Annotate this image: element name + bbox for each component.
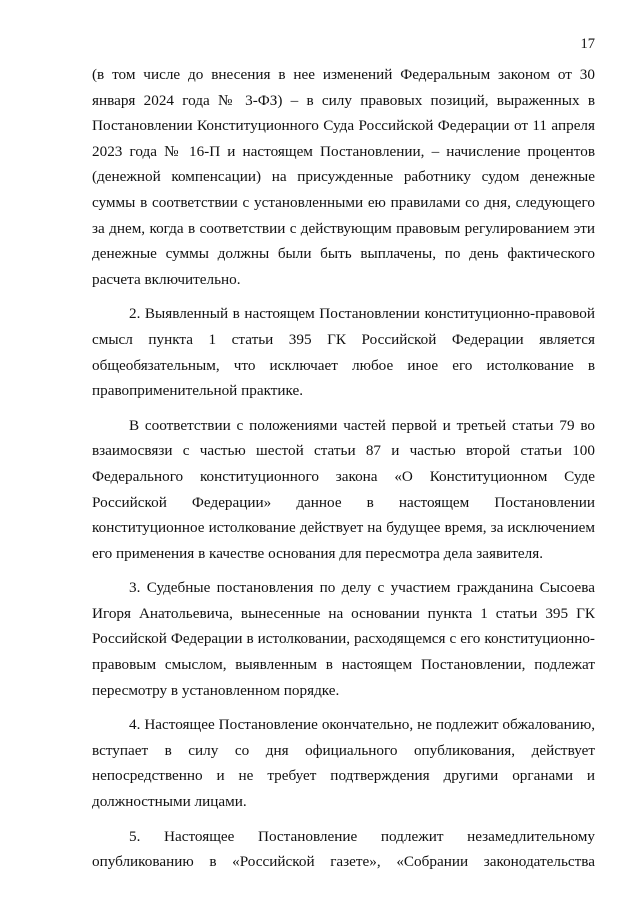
paragraph-continuation: (в том числе до внесения в нее изменений Федеральным законом от 30 января 2024 года № 3-ФЗ) – в силу правовых позиций, выраженных в Постановлении Конституционного Суда Российской Федерации от 11 апреля 2023 года № 16-П и настоящем Постановлении, – начисление процентов (денежной компенсации) на присужденные работнику судом денежные суммы в соответствии с установленными ею правилами со дня, следующего за днем, когда в соответствии с действующим правовым регулированием эти денежные суммы должны были быть выплачены, по день фактического расчета включительно. — [92, 66, 595, 288]
paragraph-item-2-addendum: В соответствии с положениями частей первой и третьей статьи 79 во взаимосвязи с частью шестой статьи 87 и частью второй статьи 100 Федерального конституционного закона «О Конституционном Суде Российской Федерации» данное в настоящем Постановлении конституционное истолкование действует на будущее время, за исключением его применения в качестве основания для пересмотра дела заявителя. — [92, 416, 595, 562]
paragraph-item-4: 4. Настоящее Постановление окончательно, не подлежит обжалованию, вступает в силу со дня официального опубликования, действует непосредственно и не требует подтверждения другими органами и должностными лицами. — [92, 716, 595, 811]
paragraph-item-5: 5. Настоящее Постановление подлежит незамедлительному опубликованию в «Российской газете», «Собрании законодательства — [92, 827, 595, 871]
document-body — [92, 62, 595, 875]
paragraph-item-3: 3. Судебные постановления по делу с участием гражданина Сысоева Игоря Анатольевича, вынесенные на основании пункта 1 статьи 395 ГК Российской Федерации в истолковании, расходящемся с его конституционно-правовым смыслом, выявленным в настоящем Постановлении, подлежат пересмотру в установленном порядке. — [92, 579, 595, 699]
page-number: 17 — [580, 36, 595, 52]
paragraph-item-2: 2. Выявленный в настоящем Постановлении конституционно-правовой смысл пункта 1 статьи 395 ГК Российской Федерации является общеобязательным, что исключает любое иное его истолкование в правоприменительной практике. — [92, 305, 595, 400]
